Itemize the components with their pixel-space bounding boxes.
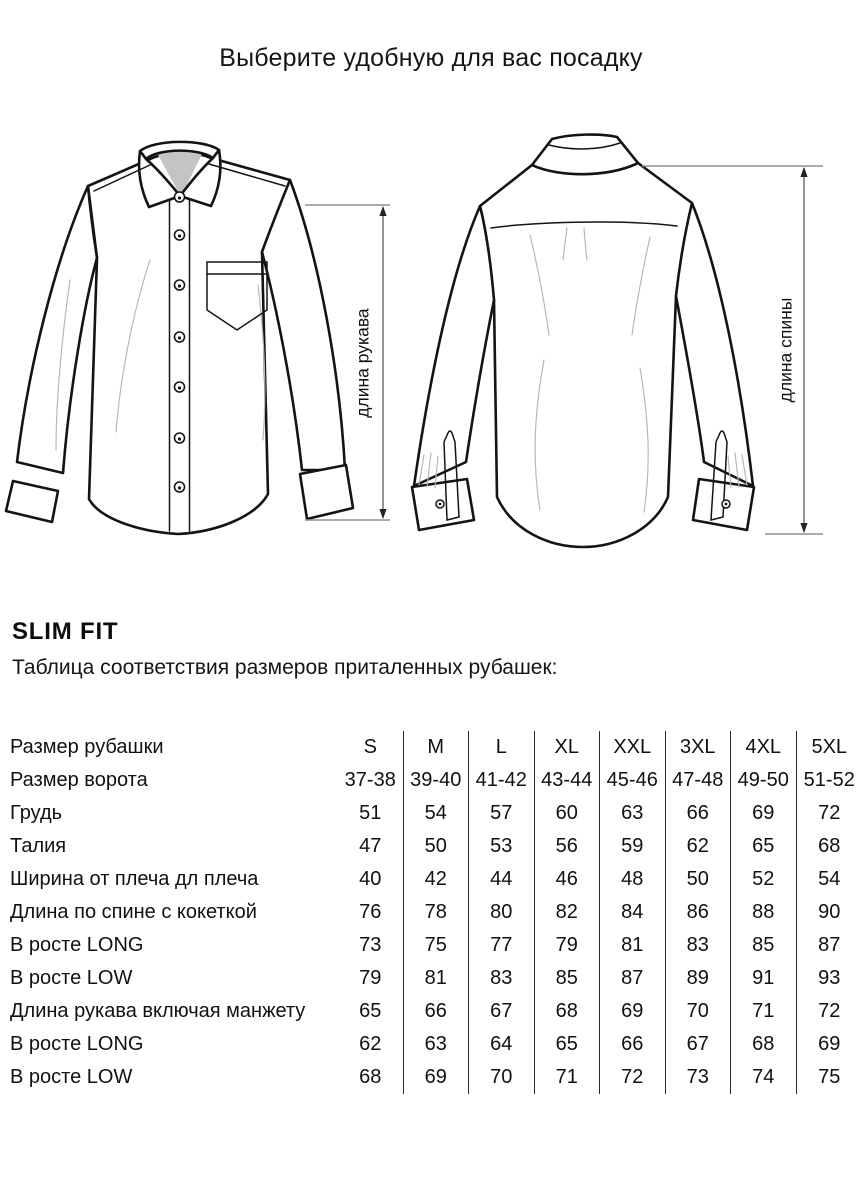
size-value: 79	[535, 929, 601, 962]
size-value: S	[338, 731, 404, 764]
size-value: 76	[338, 896, 404, 929]
size-value: 71	[535, 1061, 601, 1094]
row-label: Грудь	[10, 802, 63, 824]
size-value: 84	[600, 896, 666, 929]
size-value: 41-42	[469, 764, 535, 797]
table-row	[0, 896, 862, 929]
table-row	[0, 995, 862, 1028]
size-value: 56	[535, 830, 601, 863]
page-title: Выберите удобную для вас посадку	[219, 44, 643, 72]
size-value: 77	[469, 929, 535, 962]
size-table	[0, 731, 862, 1094]
size-value: 72	[818, 802, 841, 824]
size-value: 86	[666, 896, 732, 929]
size-value: 68	[818, 835, 841, 857]
size-value: 70	[666, 995, 732, 1028]
size-value: 45-46	[600, 764, 666, 797]
size-value: 59	[600, 830, 666, 863]
table-row	[0, 797, 862, 830]
size-value: 93	[818, 967, 841, 989]
table-row	[0, 929, 862, 962]
back-shirt-drawing	[412, 135, 754, 547]
size-value: M	[404, 731, 470, 764]
size-value: 85	[535, 962, 601, 995]
size-value: 72	[818, 1000, 841, 1022]
size-value: 88	[731, 896, 797, 929]
size-value: 43-44	[535, 764, 601, 797]
size-value: 81	[404, 962, 470, 995]
size-value: 62	[666, 830, 732, 863]
table-row	[0, 1061, 862, 1094]
size-value: 66	[666, 797, 732, 830]
size-value: 54	[818, 868, 841, 890]
size-value: 73	[666, 1061, 732, 1094]
size-value: 39-40	[404, 764, 470, 797]
size-value: 3XL	[666, 731, 732, 764]
size-value: 65	[338, 995, 404, 1028]
size-value: 71	[731, 995, 797, 1028]
size-value: 49-50	[731, 764, 797, 797]
size-value: 68	[535, 995, 601, 1028]
row-label: Длина рукава включая манжету	[10, 1000, 306, 1022]
size-value: 50	[404, 830, 470, 863]
size-value: 89	[666, 962, 732, 995]
size-value: 69	[404, 1061, 470, 1094]
row-label: Размер ворота	[10, 769, 148, 791]
size-value: 51	[338, 797, 404, 830]
table-row	[0, 863, 862, 896]
table-row	[0, 962, 862, 995]
size-value: 66	[600, 1028, 666, 1061]
size-value: 91	[731, 962, 797, 995]
table-row	[0, 731, 862, 764]
size-value: 62	[338, 1028, 404, 1061]
table-row	[0, 1028, 862, 1061]
row-label: Ширина от плеча дл плеча	[10, 868, 259, 890]
size-value: 80	[469, 896, 535, 929]
size-value: 48	[600, 863, 666, 896]
shirt-diagram	[0, 120, 862, 580]
size-value: 52	[731, 863, 797, 896]
size-value: 46	[535, 863, 601, 896]
size-value: 69	[600, 995, 666, 1028]
row-label: В росте LONG	[10, 934, 144, 956]
size-value: 65	[731, 830, 797, 863]
size-value: L	[469, 731, 535, 764]
sleeve-length-label: длина рукава	[352, 308, 373, 418]
size-value: 67	[469, 995, 535, 1028]
row-label: В росте LOW	[10, 1066, 133, 1088]
size-value: 68	[731, 1028, 797, 1061]
size-value: XXL	[600, 731, 666, 764]
size-value: 75	[404, 929, 470, 962]
size-value: 47	[338, 830, 404, 863]
size-value: 37-38	[338, 764, 404, 797]
size-value: 47-48	[666, 764, 732, 797]
size-value: 79	[338, 962, 404, 995]
size-value: 78	[404, 896, 470, 929]
size-value: 64	[469, 1028, 535, 1061]
size-value: 82	[535, 896, 601, 929]
back-length-label: длина спины	[775, 297, 796, 403]
size-value: 85	[731, 929, 797, 962]
row-label: Талия	[10, 835, 67, 857]
size-value: 69	[818, 1033, 841, 1055]
table-subtitle: Таблица соответствия размеров приталенных рубашек:	[12, 656, 558, 679]
size-value: 5XL	[811, 736, 848, 758]
size-value: 68	[338, 1061, 404, 1094]
size-value: 51-52	[803, 769, 855, 791]
row-label: В росте LONG	[10, 1033, 144, 1055]
size-value: 69	[731, 797, 797, 830]
size-value: 87	[818, 934, 841, 956]
size-value: 65	[535, 1028, 601, 1061]
row-label: В росте LOW	[10, 967, 133, 989]
size-value: 54	[404, 797, 470, 830]
size-value: 87	[600, 962, 666, 995]
size-value: 40	[338, 863, 404, 896]
size-value: 70	[469, 1061, 535, 1094]
table-row	[0, 764, 862, 797]
size-value: 66	[404, 995, 470, 1028]
size-value: 72	[600, 1061, 666, 1094]
size-value: 63	[600, 797, 666, 830]
size-value: 81	[600, 929, 666, 962]
size-value: 63	[404, 1028, 470, 1061]
size-value: 67	[666, 1028, 732, 1061]
size-value: 42	[404, 863, 470, 896]
size-value: 44	[469, 863, 535, 896]
row-label: Размер рубашки	[10, 736, 164, 758]
size-value: 83	[666, 929, 732, 962]
size-value: 74	[731, 1061, 797, 1094]
slim-fit-heading: SLIM FIT	[12, 618, 119, 645]
size-value: 90	[818, 901, 841, 923]
size-value: 50	[666, 863, 732, 896]
size-value: 4XL	[731, 731, 797, 764]
row-label: Длина по спине с кокеткой	[10, 901, 257, 923]
table-row	[0, 830, 862, 863]
size-value: 73	[338, 929, 404, 962]
size-value: 75	[818, 1066, 841, 1088]
size-value: 57	[469, 797, 535, 830]
size-value: XL	[535, 731, 601, 764]
size-value: 53	[469, 830, 535, 863]
front-shirt-drawing	[6, 142, 353, 534]
size-value: 60	[535, 797, 601, 830]
size-value: 83	[469, 962, 535, 995]
